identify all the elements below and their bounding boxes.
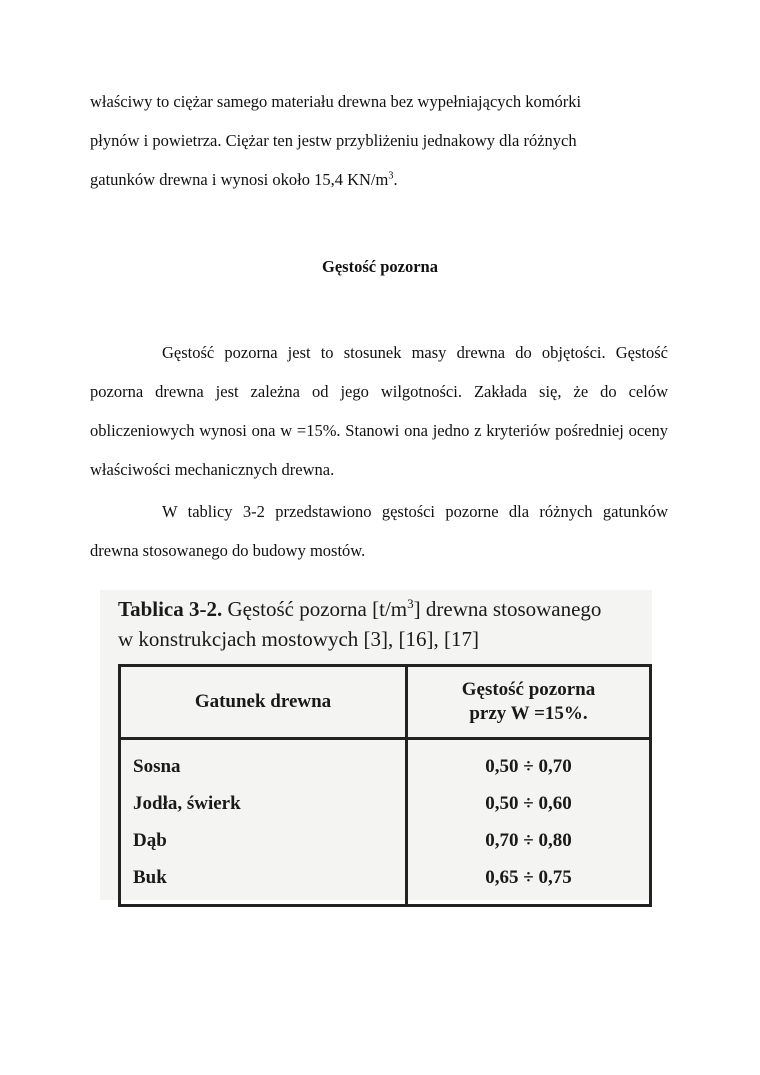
text-line: właściwy to ciężar samego materiału drewna bez wypełniających komórki: [90, 92, 582, 111]
density-cell: 0,50 ÷ 0,70: [485, 755, 572, 777]
caption-text: ] drewna stosowanego: [413, 597, 602, 621]
header-density-line: Gęstość pozorna: [461, 679, 596, 700]
paragraph-table-reference: W tablicy 3-2 przedstawiono gęstości pozorne dla różnych gatunków drewna stosowanego do budowy mostów.: [90, 502, 668, 560]
species-cell: Jodła, świerk: [120, 785, 407, 822]
table-row: [120, 785, 651, 822]
header-species: Gatunek drewna: [120, 666, 407, 739]
caption-text: Gęstość pozorna [t/m: [227, 597, 408, 621]
table-header-row: [120, 666, 651, 739]
text-segment: .: [393, 170, 398, 189]
header-density: [407, 666, 651, 739]
text-line: płynów i powietrza. Ciężar ten jestw przybliżeniu jednakowy dla różnych: [90, 131, 577, 150]
density-table: [118, 664, 652, 907]
density-cell: 0,65 ÷ 0,75: [485, 866, 572, 888]
table-row: [120, 859, 651, 906]
caption-line: [118, 594, 648, 624]
species-cell: Dąb: [120, 822, 407, 859]
text-line: [90, 160, 668, 199]
section-heading: Gęstość pozorna: [322, 257, 438, 276]
species-cell: Sosna: [120, 739, 407, 786]
density-cell: 0,70 ÷ 0,80: [485, 829, 572, 851]
table-row: [120, 739, 651, 786]
paragraph-apparent-density: Gęstość pozorna jest to stosunek masy drewna do objętości. Gęstość pozorna drewna jest zależna od jego wilgotności. Zakłada się, że do celów obliczeniowych wynosi ona w =15%. Stanowi ona jedno z kryteriów pośredniej oceny właściwości mechanicznych drewna.: [90, 343, 668, 479]
table-caption: [118, 594, 648, 654]
header-density-line: przy W =15%.: [469, 703, 588, 724]
caption-line: w konstrukcjach mostowych [3], [16], [17]: [118, 627, 479, 651]
text-segment: gatunków drewna i wynosi około 15,4 KN/m: [90, 170, 389, 189]
species-cell: Buk: [120, 859, 407, 906]
table-row: [120, 822, 651, 859]
paragraph-specific-weight: [90, 82, 668, 199]
caption-superscript: 3: [407, 596, 414, 611]
density-cell: 0,50 ÷ 0,60: [485, 792, 572, 814]
scanned-table-image: [100, 590, 652, 900]
superscript: 3: [388, 170, 394, 182]
caption-label: Tablica 3-2.: [118, 597, 223, 621]
